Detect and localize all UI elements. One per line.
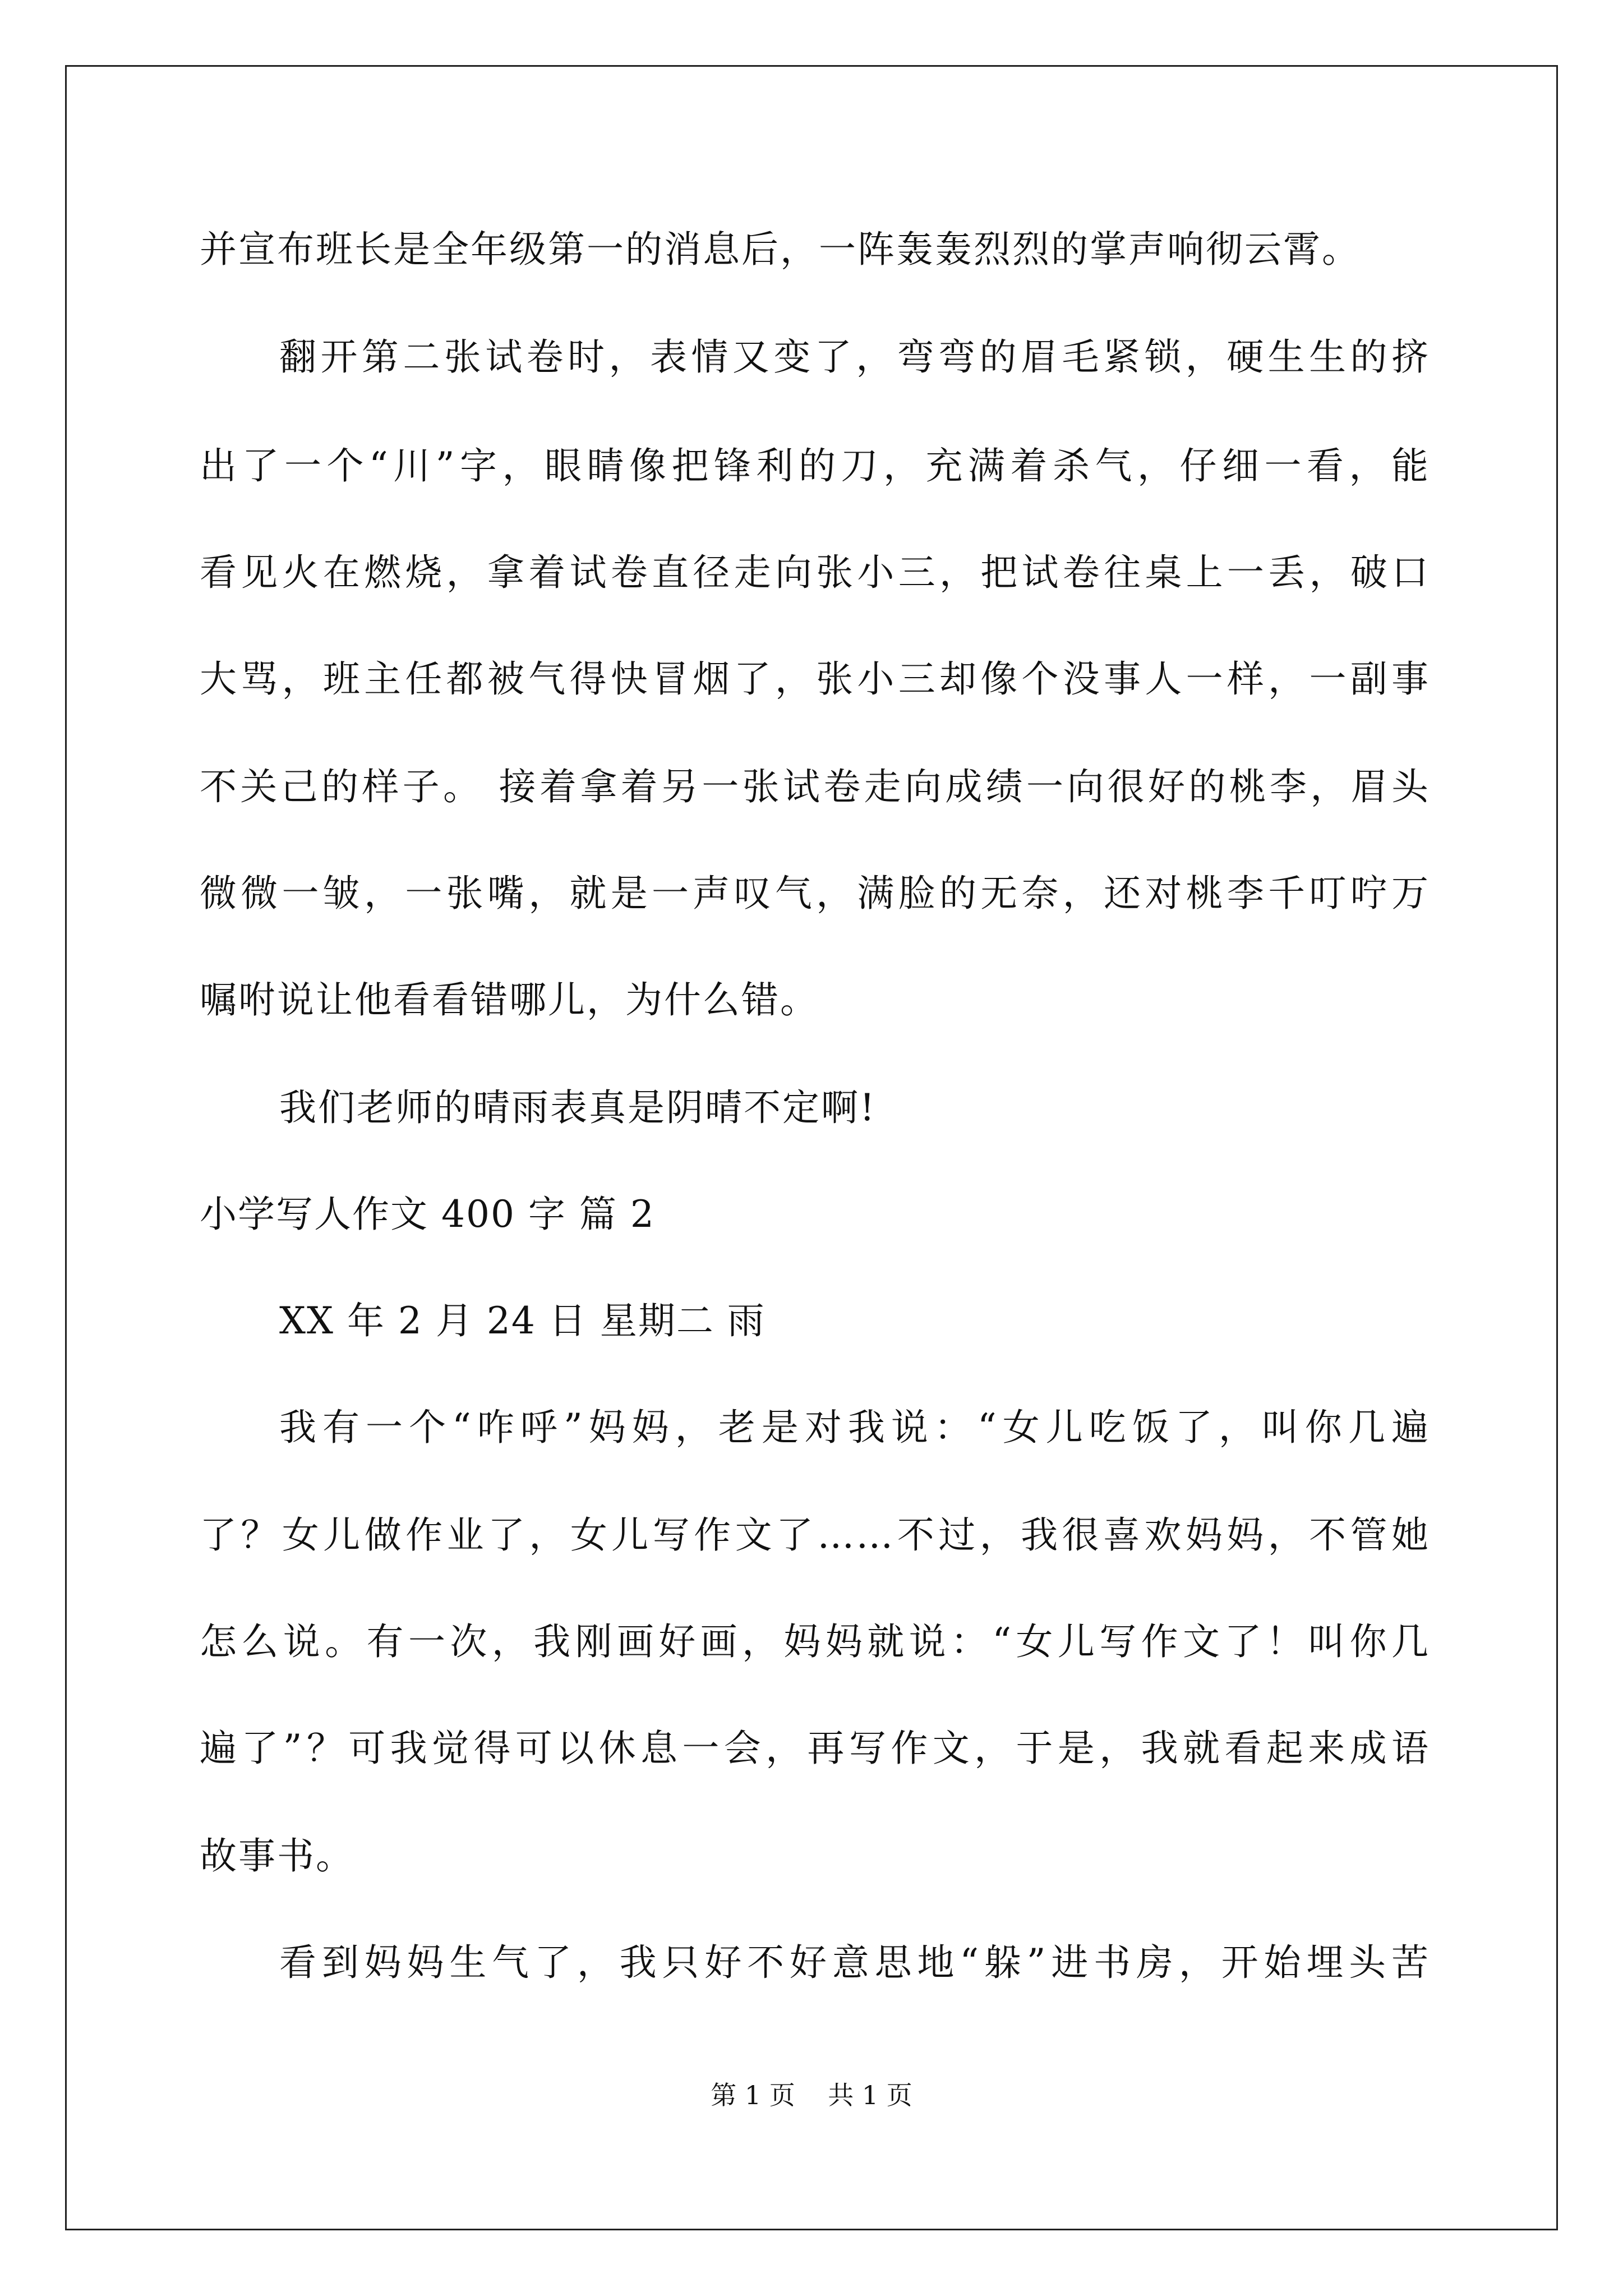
text-line: 微微一皱，一张嘴，就是一声叹气，满脸的无奈，还对桃李千叮咛万 (200, 872, 1430, 915)
text-line: 故事书。 (200, 1834, 354, 1878)
text-line: 不关己的样子。 接着拿着另一张试卷走向成绩一向很好的桃李，眉头 (200, 765, 1430, 808)
text-line: 了？女儿做作业了，女儿写作文了……不过，我很喜欢妈妈，不管她 (200, 1513, 1430, 1557)
date-line: XX 年 2 月 24 日 星期二 雨 (279, 1299, 766, 1342)
text-line: 我有一个“咋呼”妈妈，老是对我说：“女儿吃饭了，叫你几遍 (279, 1406, 1430, 1449)
text-line: 看见火在燃烧，拿着试卷直径走向张小三，把试卷往桌上一丢，破口 (200, 551, 1430, 594)
text-line: 怎么说。有一次，我刚画好画，妈妈就说：“女儿写作文了！叫你几 (200, 1620, 1430, 1663)
text-line: 遍了”？可我觉得可以休息一会，再写作文，于是，我就看起来成语 (200, 1727, 1430, 1770)
page-border (65, 65, 1558, 2230)
text-line: 嘱咐说让他看看错哪儿，为什么错。 (200, 978, 819, 1022)
text-line: 大骂，班主任都被气得快冒烟了，张小三却像个没事人一样，一副事 (200, 657, 1430, 701)
section-heading: 小学写人作文 400 字 篇 2 (200, 1193, 655, 1236)
page-footer: 第 1 页 共 1 页 (711, 2080, 912, 2110)
text-line: 出了一个“川”字，眼睛像把锋利的刀，充满着杀气，仔细一看，能 (200, 444, 1430, 487)
text-line: 我们老师的晴雨表真是阴晴不定啊! (279, 1086, 877, 1129)
text-line: 看到妈妈生气了，我只好不好意思地“躲”进书房，开始埋头苦 (279, 1941, 1430, 1984)
text-line: 翻开第二张试卷时，表情又变了，弯弯的眉毛紧锁，硬生生的挤 (279, 335, 1430, 379)
text-line: 并宣布班长是全年级第一的消息后，一阵轰轰烈烈的掌声响彻云霄。 (200, 228, 1361, 271)
